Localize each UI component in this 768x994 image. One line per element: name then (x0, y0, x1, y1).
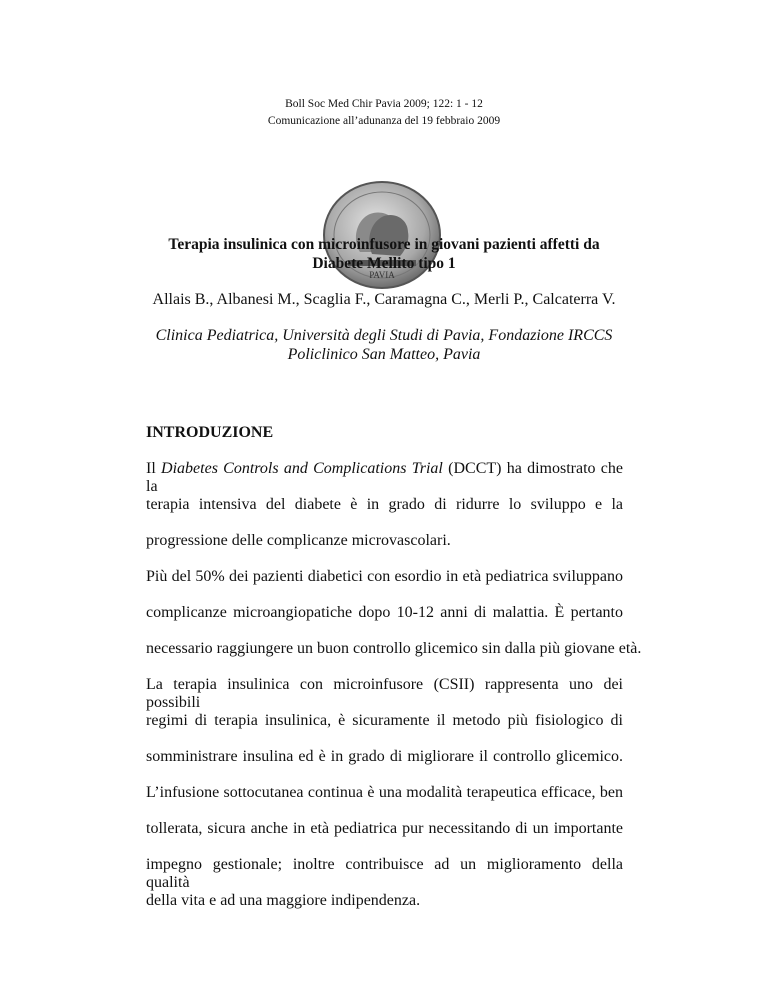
body-line: tollerata, sicura anche in età pediatrica pur necessitando di un importante (146, 820, 623, 837)
article-title-line-1: Terapia insulinica con microinfusore in giovani pazienti affetti da (168, 236, 600, 253)
article-title-line-2: Diabete Mellito tipo 1 (312, 255, 456, 272)
body-line: complicanze microangiopatiche dopo 10-12 anni di malattia. È pertanto (146, 604, 623, 621)
body-line: progressione delle complicanze microvascolari. (146, 532, 451, 549)
body-line: regimi di terapia insulinica, è sicuramente il metodo più fisiologico di (146, 712, 623, 729)
body-line: impegno gestionale; inoltre contribuisce ad un miglioramento della qualità (146, 856, 623, 891)
body-text: (DCCT) ha dimostrato che la (146, 460, 624, 495)
section-heading: INTRODUZIONE (146, 424, 274, 441)
authors: Allais B., Albanesi M., Scaglia F., Caramagna C., Merli P., Calcaterra V. (152, 291, 616, 308)
body-line: L’infusione sottocutanea continua è una modalità terapeutica efficace, ben (146, 784, 623, 801)
body-line: somministrare insulina ed è in grado di migliorare il controllo glicemico. (146, 748, 623, 765)
journal-citation: Boll Soc Med Chir Pavia 2009; 122: 1 - 12 (285, 98, 483, 110)
body-line: La terapia insulinica con microinfusore (CSII) rappresenta uno dei possibili (146, 676, 623, 711)
body-line: terapia intensiva del diabete è in grado di ridurre lo sviluppo e la (146, 496, 623, 513)
svg-text:PAVIA: PAVIA (369, 270, 395, 280)
body-line: Più del 50% dei pazienti diabetici con esordio in età pediatrica sviluppano (146, 568, 623, 585)
body-line: della vita e ad una maggiore indipendenza. (146, 892, 421, 909)
affiliation-line-2: Policlinico San Matteo, Pavia (287, 346, 481, 363)
trial-name: Diabetes Controls and Complications Trial (161, 460, 443, 477)
affiliation-line-1: Clinica Pediatrica, Università degli Studi di Pavia, Fondazione IRCCS (155, 327, 613, 344)
body-line: necessario raggiungere un buon controllo glicemico sin dalla più giovane età. (146, 640, 642, 657)
body-text: Il (146, 460, 162, 477)
communication-date: Comunicazione all’adunanza del 19 febbraio 2009 (267, 115, 501, 127)
body-line (146, 460, 623, 496)
society-seal-logo (322, 180, 442, 290)
